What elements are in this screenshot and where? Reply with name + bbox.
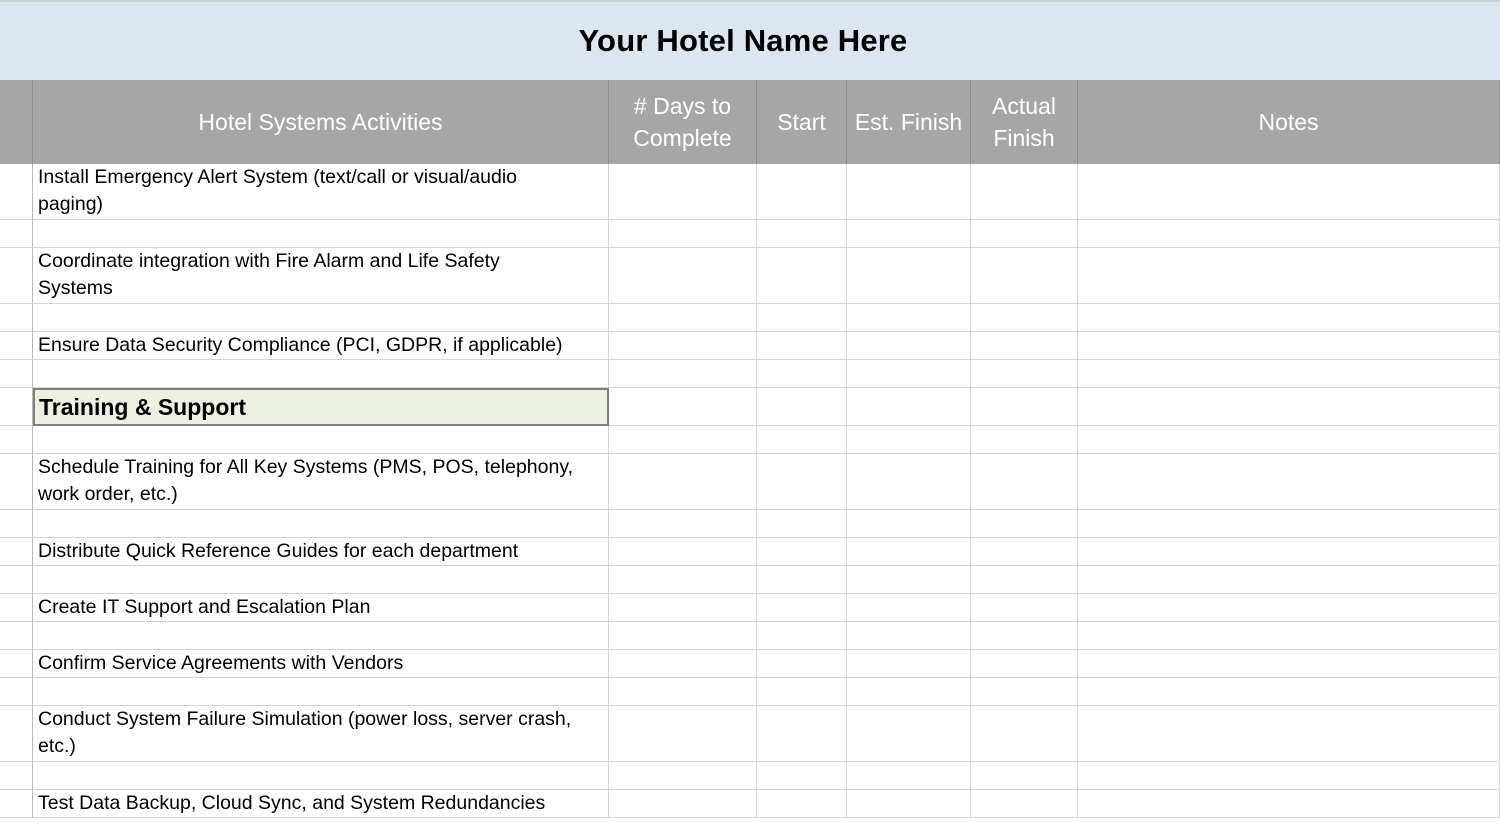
task-row [0, 454, 1500, 510]
row-gutter-cell[interactable] [0, 360, 33, 388]
cell-actual_finish[interactable] [971, 248, 1078, 304]
cell-activity[interactable] [33, 360, 609, 388]
row-gutter-cell[interactable] [0, 650, 33, 678]
task-row [0, 248, 1500, 304]
cell-days[interactable] [609, 220, 757, 248]
cell-est_finish[interactable] [847, 360, 971, 388]
cell-activity[interactable] [33, 220, 609, 248]
column-header-label: Start [777, 109, 826, 135]
activity-text: Create IT Support and Escalation Plan [38, 596, 371, 618]
row-gutter-cell[interactable] [0, 248, 33, 304]
cell-activity[interactable] [33, 622, 609, 650]
cell-notes[interactable] [1078, 220, 1500, 248]
cell-days[interactable] [609, 538, 757, 566]
column-header-activity[interactable] [33, 80, 609, 164]
task-row [0, 164, 1500, 220]
cell-activity[interactable] [33, 426, 609, 454]
cell-notes[interactable] [1078, 790, 1500, 818]
cell-est_finish[interactable] [847, 164, 971, 220]
activity-text: Test Data Backup, Cloud Sync, and System Redundancies [38, 792, 546, 814]
cell-actual_finish[interactable] [971, 426, 1078, 454]
cell-days[interactable] [609, 332, 757, 360]
cell-notes[interactable] [1078, 304, 1500, 332]
row-gutter-cell[interactable] [0, 332, 33, 360]
cell-notes[interactable] [1078, 510, 1500, 538]
cell-actual_finish[interactable] [971, 332, 1078, 360]
column-header-label: Est. Finish [854, 109, 963, 135]
cell-days[interactable] [609, 304, 757, 332]
cell-est_finish[interactable] [847, 220, 971, 248]
cell-days[interactable] [609, 706, 757, 762]
spacer-row [0, 622, 1500, 650]
title-row[interactable] [0, 0, 1500, 80]
cell-actual_finish[interactable] [971, 220, 1078, 248]
spacer-row [0, 510, 1500, 538]
cell-start[interactable] [757, 388, 847, 426]
cell-notes[interactable] [1078, 164, 1500, 220]
activity-text: Confirm Service Agreements with Vendors [38, 652, 404, 674]
row-gutter-cell[interactable] [0, 566, 33, 594]
cell-activity[interactable] [33, 790, 609, 818]
cell-start[interactable] [757, 164, 847, 220]
row-gutter-cell[interactable] [0, 622, 33, 650]
cell-est_finish[interactable] [847, 304, 971, 332]
cell-activity[interactable] [33, 650, 609, 678]
spacer-row [0, 360, 1500, 388]
task-row [0, 706, 1500, 762]
cell-est_finish[interactable] [847, 650, 971, 678]
row-gutter-cell[interactable] [0, 790, 33, 818]
cell-activity[interactable] [33, 510, 609, 538]
row-gutter-cell[interactable] [0, 594, 33, 622]
row-gutter-cell[interactable] [0, 678, 33, 706]
cell-start[interactable] [757, 454, 847, 510]
cell-start[interactable] [757, 790, 847, 818]
row-gutter-cell[interactable] [0, 538, 33, 566]
column-header-days[interactable] [609, 80, 757, 164]
cell-est_finish[interactable] [847, 706, 971, 762]
cell-days[interactable] [609, 248, 757, 304]
column-header-row [0, 80, 1500, 164]
cell-start[interactable] [757, 706, 847, 762]
column-header-est_finish[interactable] [847, 80, 971, 164]
row-gutter-cell[interactable] [0, 510, 33, 538]
spacer-row [0, 762, 1500, 790]
column-header-label: Actual Finish [992, 93, 1056, 151]
spacer-row [0, 220, 1500, 248]
task-row [0, 594, 1500, 622]
cell-notes[interactable] [1078, 706, 1500, 762]
cell-actual_finish[interactable] [971, 304, 1078, 332]
section-header-row [0, 388, 1500, 426]
row-gutter-cell[interactable] [0, 454, 33, 510]
cell-start[interactable] [757, 426, 847, 454]
cell-start[interactable] [757, 678, 847, 706]
cell-actual_finish[interactable] [971, 164, 1078, 220]
cell-days[interactable] [609, 426, 757, 454]
cell-actual_finish[interactable] [971, 538, 1078, 566]
column-header-label: Hotel Systems Activities [198, 109, 443, 135]
spacer-row [0, 304, 1500, 332]
cell-activity[interactable] [33, 594, 609, 622]
cell-activity[interactable] [33, 304, 609, 332]
cell-notes[interactable] [1078, 360, 1500, 388]
cell-est_finish[interactable] [847, 388, 971, 426]
cell-days[interactable] [609, 790, 757, 818]
column-header-actual_finish[interactable] [971, 80, 1078, 164]
cell-activity[interactable] [33, 248, 609, 304]
cell-est_finish[interactable] [847, 622, 971, 650]
activity-text: Coordinate integration with Fire Alarm and Life Safety [38, 250, 500, 272]
cell-start[interactable] [757, 510, 847, 538]
cell-actual_finish[interactable] [971, 678, 1078, 706]
cell-actual_finish[interactable] [971, 762, 1078, 790]
cell-est_finish[interactable] [847, 762, 971, 790]
cell-activity[interactable] [33, 388, 609, 426]
cell-start[interactable] [757, 594, 847, 622]
cell-activity[interactable] [33, 164, 609, 220]
spacer-row [0, 426, 1500, 454]
cell-days[interactable] [609, 622, 757, 650]
cell-est_finish[interactable] [847, 678, 971, 706]
task-row [0, 538, 1500, 566]
cell-est_finish[interactable] [847, 790, 971, 818]
activity-text: Ensure Data Security Compliance (PCI, GDPR, if applicable) [38, 334, 563, 356]
cell-notes[interactable] [1078, 566, 1500, 594]
cell-actual_finish[interactable] [971, 650, 1078, 678]
row-gutter-cell[interactable] [0, 304, 33, 332]
cell-notes[interactable] [1078, 650, 1500, 678]
cell-start[interactable] [757, 248, 847, 304]
cell-est_finish[interactable] [847, 594, 971, 622]
cell-notes[interactable] [1078, 248, 1500, 304]
activity-text: etc.) [38, 735, 76, 757]
row-gutter-header [0, 80, 33, 164]
cell-start[interactable] [757, 650, 847, 678]
activity-text: paging) [38, 193, 104, 215]
cell-est_finish[interactable] [847, 510, 971, 538]
cell-activity[interactable] [33, 566, 609, 594]
spacer-row [0, 678, 1500, 706]
column-header-notes[interactable] [1078, 80, 1500, 164]
cell-actual_finish[interactable] [971, 566, 1078, 594]
cell-days[interactable] [609, 594, 757, 622]
cell-actual_finish[interactable] [971, 706, 1078, 762]
row-gutter-cell[interactable] [0, 706, 33, 762]
row-gutter-cell[interactable] [0, 388, 33, 426]
spacer-row [0, 566, 1500, 594]
cell-actual_finish[interactable] [971, 454, 1078, 510]
cell-start[interactable] [757, 360, 847, 388]
cell-days[interactable] [609, 762, 757, 790]
cell-est_finish[interactable] [847, 248, 971, 304]
cell-est_finish[interactable] [847, 454, 971, 510]
cell-notes[interactable] [1078, 426, 1500, 454]
activity-text: Distribute Quick Reference Guides for each department [38, 540, 519, 562]
cell-start[interactable] [757, 566, 847, 594]
cell-actual_finish[interactable] [971, 594, 1078, 622]
cell-days[interactable] [609, 650, 757, 678]
cell-activity[interactable] [33, 454, 609, 510]
cell-start[interactable] [757, 622, 847, 650]
activity-text: work order, etc.) [38, 483, 178, 505]
column-header-label: Notes [1258, 109, 1319, 135]
cell-start[interactable] [757, 762, 847, 790]
cell-days[interactable] [609, 678, 757, 706]
cell-activity[interactable] [33, 678, 609, 706]
cell-actual_finish[interactable] [971, 388, 1078, 426]
column-header-start[interactable] [757, 80, 847, 164]
activity-text: Systems [38, 277, 113, 299]
cell-days[interactable] [609, 566, 757, 594]
cell-notes[interactable] [1078, 594, 1500, 622]
cell-activity[interactable] [33, 762, 609, 790]
cell-days[interactable] [609, 164, 757, 220]
section-title: Training & Support [39, 393, 246, 420]
cell-start[interactable] [757, 304, 847, 332]
cell-activity[interactable] [33, 538, 609, 566]
cell-start[interactable] [757, 332, 847, 360]
cell-notes[interactable] [1078, 332, 1500, 360]
cell-days[interactable] [609, 454, 757, 510]
activity-text: Schedule Training for All Key Systems (PMS, POS, telephony, [38, 456, 574, 478]
cell-notes[interactable] [1078, 622, 1500, 650]
cell-days[interactable] [609, 360, 757, 388]
cell-start[interactable] [757, 220, 847, 248]
task-row [0, 650, 1500, 678]
cell-actual_finish[interactable] [971, 360, 1078, 388]
sheet-title: Your Hotel Name Here [578, 23, 908, 58]
task-row [0, 332, 1500, 360]
row-gutter-cell[interactable] [0, 220, 33, 248]
row-gutter-cell[interactable] [0, 426, 33, 454]
activity-text: Conduct System Failure Simulation (power loss, server crash, [38, 708, 572, 730]
cell-est_finish[interactable] [847, 538, 971, 566]
cell-actual_finish[interactable] [971, 622, 1078, 650]
cell-notes[interactable] [1078, 538, 1500, 566]
cell-est_finish[interactable] [847, 426, 971, 454]
row-gutter-cell[interactable] [0, 762, 33, 790]
cell-days[interactable] [609, 510, 757, 538]
cell-days[interactable] [609, 388, 757, 426]
cell-notes[interactable] [1078, 678, 1500, 706]
cell-activity[interactable] [33, 706, 609, 762]
cell-actual_finish[interactable] [971, 510, 1078, 538]
cell-notes[interactable] [1078, 454, 1500, 510]
activity-text: Install Emergency Alert System (text/call or visual/audio [38, 166, 518, 188]
cell-activity[interactable] [33, 332, 609, 360]
cell-est_finish[interactable] [847, 566, 971, 594]
cell-actual_finish[interactable] [971, 790, 1078, 818]
cell-notes[interactable] [1078, 762, 1500, 790]
cell-notes[interactable] [1078, 388, 1500, 426]
task-row [0, 790, 1500, 818]
cell-est_finish[interactable] [847, 332, 971, 360]
row-gutter-cell[interactable] [0, 164, 33, 220]
cell-start[interactable] [757, 538, 847, 566]
column-header-label: # Days to Complete [633, 93, 732, 151]
